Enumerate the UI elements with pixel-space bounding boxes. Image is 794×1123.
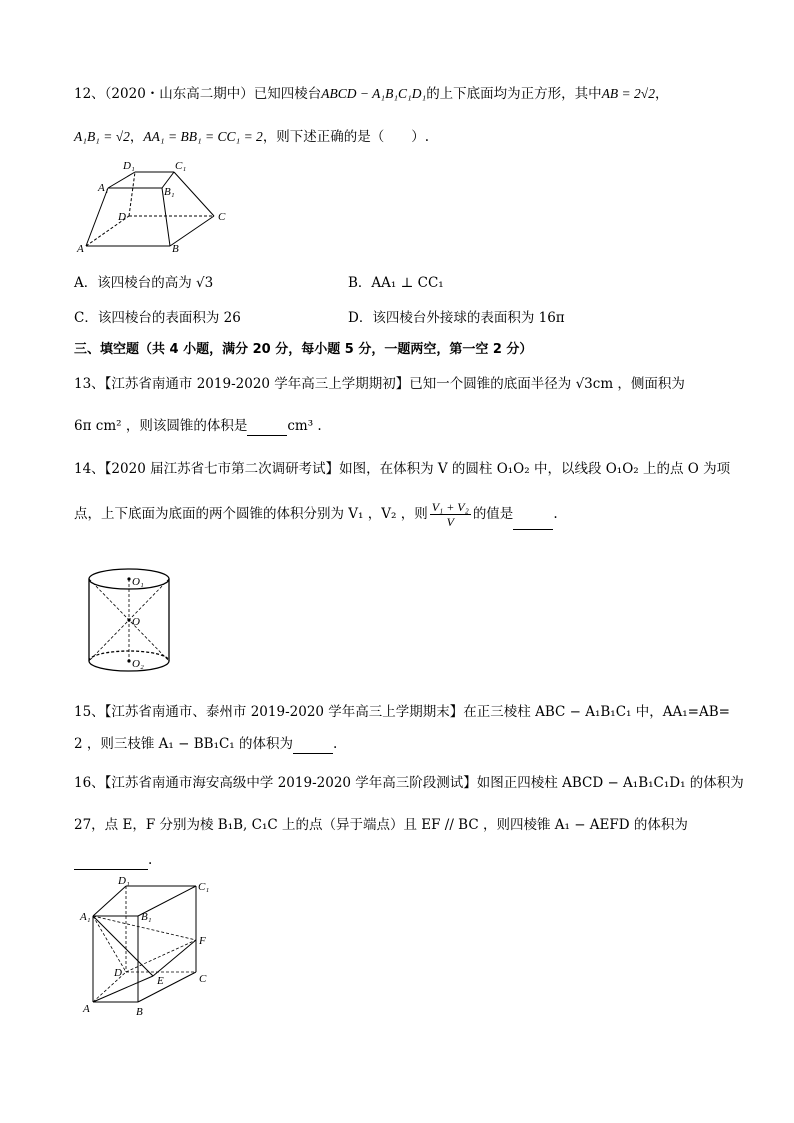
q16-line3 (74, 850, 152, 870)
q15-line2-end: . (333, 736, 338, 752)
q12-frustum-figure (74, 158, 234, 256)
q13-answer-blank (247, 435, 287, 436)
q16-label-a: A (83, 1003, 90, 1015)
q12-label-a: A (77, 243, 84, 255)
q12-lateral-edges: AA₁ = BB₁ = CC₁ = 2 (143, 129, 263, 144)
q16-line2: 27，点 E，F 分别为棱 B₁B, C₁C 上的点（异于端点）且 EF // BC ，则四棱锥 A₁ − AEFD 的体积为 (74, 817, 688, 833)
q12-label-d1: D₁ (123, 160, 135, 172)
q13-line2-a: 6π cm² ，则该圆锥的体积是 (74, 418, 248, 434)
q14-answer-blank (513, 529, 553, 530)
q12-option-d: D．该四棱台外接球的表面积为 16π (348, 310, 565, 326)
q16-label-b: B (136, 1006, 143, 1018)
q12-line2 (74, 127, 429, 147)
q12-line1 (74, 84, 668, 104)
q16-label-f: F (199, 935, 206, 947)
q15-line1: 15、【江苏省南通市、泰州市 2019-2020 学年高三上学期期末】在正三棱柱 ABC − A₁B₁C₁ 中，AA₁=AB= (74, 704, 730, 720)
q12-line2-end: ，则下述正确的是（ ）. (262, 129, 430, 145)
q14-line2 (74, 498, 558, 530)
q16-label-c: C (199, 973, 207, 985)
q12-label-c: C (218, 211, 226, 223)
q14-fraction-numerator: V₁ + V₂ (431, 500, 469, 514)
q14-label-o2: O₂ (132, 658, 144, 670)
q12-line1-end: ， (654, 86, 669, 102)
q13-line2-b: cm³ . (287, 418, 322, 434)
q12-a1b1-length: A₁B₁ = √2 (74, 129, 130, 144)
q14-fraction (430, 500, 471, 529)
q12-option-a: A．该四棱台的高为 √3 (74, 275, 214, 291)
q16-label-b1: B₁ (141, 911, 152, 923)
q16-label-e: E (157, 975, 164, 987)
q12-label-d: D (118, 211, 126, 223)
q15-line2 (74, 734, 337, 754)
q14-label-o: O (132, 616, 140, 628)
q12-label-b1: B₁ (164, 186, 175, 198)
q12-frustum-name: ABCD − A₁B₁C₁D₁ (321, 86, 427, 101)
q16-prism-figure (78, 876, 218, 1020)
q16-line3-end: . (148, 852, 153, 868)
q16-line1: 16、【江苏省南通市海安高级中学 2019-2020 学年高三阶段测试】如图正四棱柱 ABCD − A₁B₁C₁D₁ 的体积为 (74, 775, 744, 791)
q13-line1: 13、【江苏省南通市 2019-2020 学年高三上学期期初】已知一个圆锥的底面半径为 √3cm ，侧面积为 (74, 376, 685, 392)
q12-ab-length: AB = 2√2 (601, 86, 655, 101)
section-heading: 三、填空题（共 4 小题，满分 20 分，每小题 5 分，一题两空，第一空 2 分） (74, 342, 533, 357)
q16-label-d1: D₁ (118, 876, 130, 887)
q14-line2-b: 的值是 (472, 506, 514, 522)
q16-answer-blank (74, 869, 148, 870)
q14-cylinder-figure (84, 565, 176, 675)
q15-answer-blank (293, 753, 333, 754)
q16-label-a1: A₁ (80, 911, 91, 923)
q14-line2-end: . (553, 506, 558, 522)
q12-label-c1: C₁ (175, 160, 187, 172)
q12-label-a1: A₁ (98, 182, 109, 194)
q12-line2-mid: ， (129, 129, 144, 145)
q14-label-o1: O₁ (132, 576, 144, 588)
q12-line1-prefix: 12、（2020・山东高二期中）已知四棱台 (74, 86, 322, 102)
q12-line1-mid: 的上下底面均为正方形，其中 (426, 86, 602, 102)
q14-line2-a: 点，上下底面为底面的两个圆锥的体积分别为 V₁ ，V₂ ，则 (74, 506, 428, 522)
q12-label-b: B (172, 243, 179, 255)
q15-line2-a: 2 ，则三枝锥 A₁ − BB₁C₁ 的体积为 (74, 736, 294, 752)
q14-fraction-denominator: V (446, 515, 454, 529)
q16-label-c1: C₁ (198, 881, 210, 893)
q16-label-d: D (114, 967, 122, 979)
q12-option-c: C．该四棱台的表面积为 26 (74, 310, 241, 326)
q14-line1: 14、【2020 届江苏省七市第二次调研考试】如图，在体积为 V 的圆柱 O₁O₂ 中，以线段 O₁O₂ 上的点 O 为项 (74, 461, 731, 477)
q12-option-b: B．AA₁ ⊥ CC₁ (348, 275, 444, 291)
q13-line2 (74, 416, 322, 436)
